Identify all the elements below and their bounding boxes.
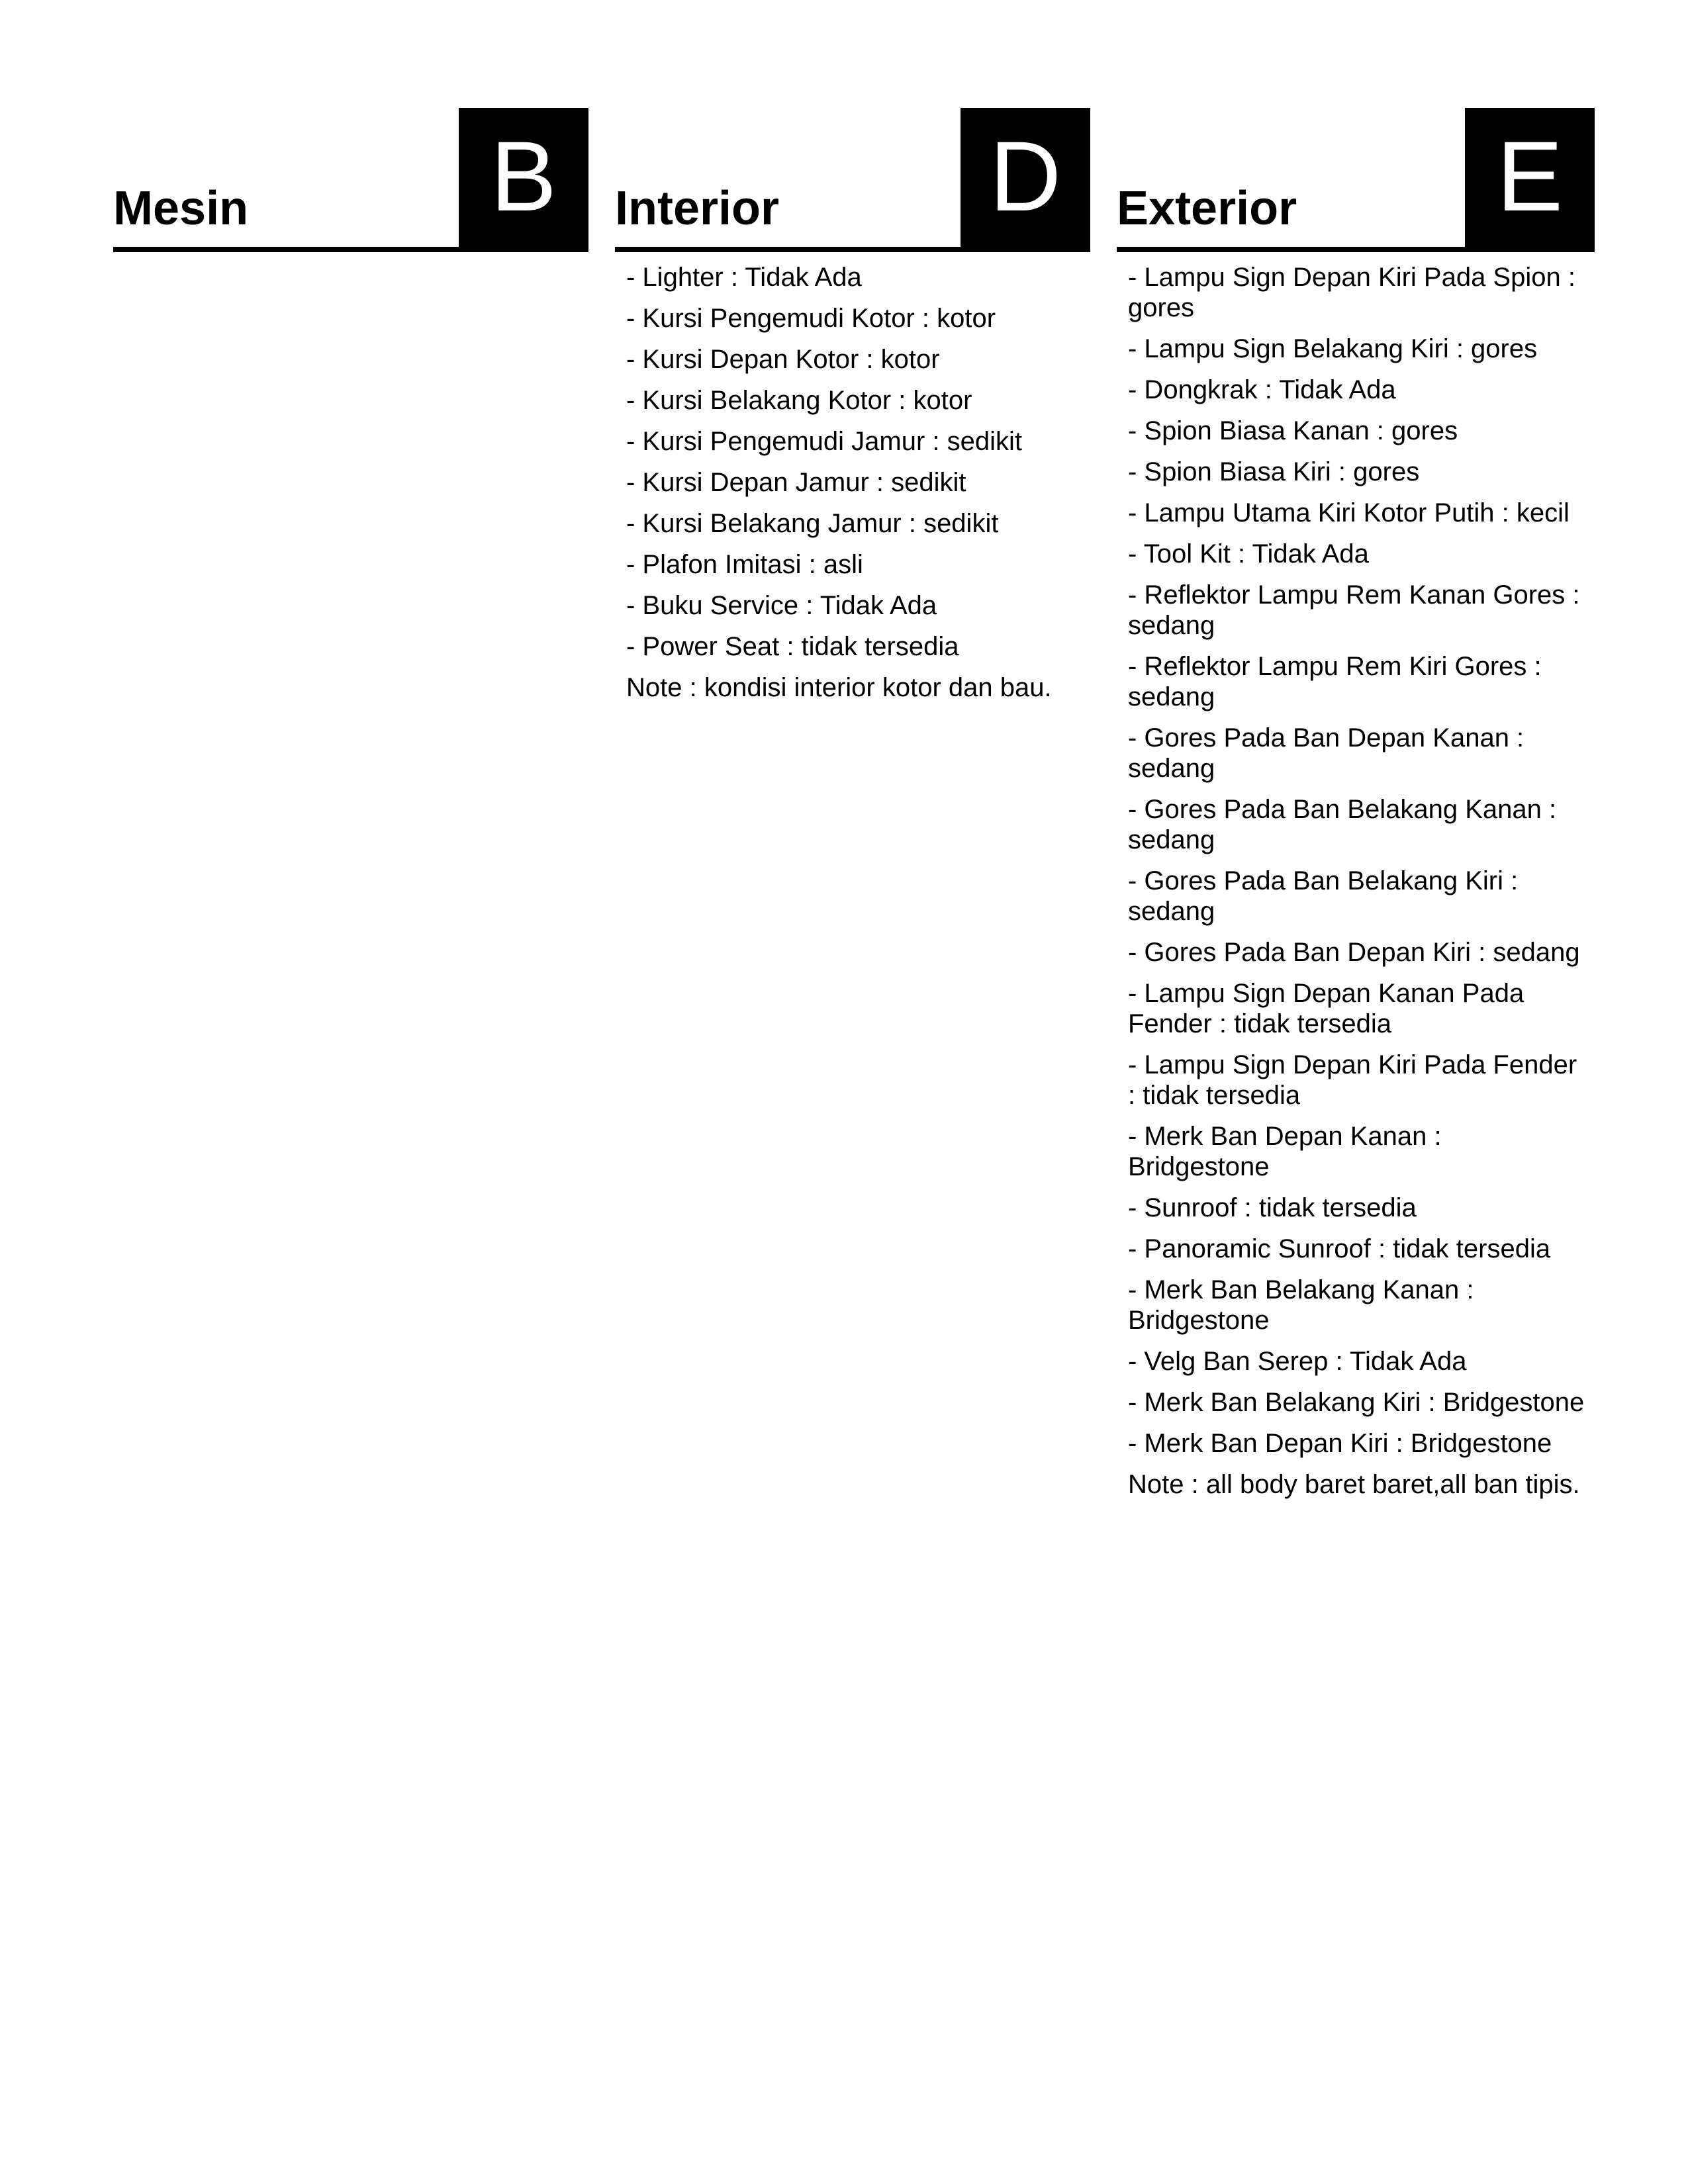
list-item: - Kursi Pengemudi Kotor : kotor (626, 304, 996, 333)
list-item: - Kursi Depan Jamur : sedikit (626, 468, 966, 497)
section-title-interior: Interior (615, 182, 780, 235)
list-item: - Kursi Belakang Jamur : sedikit (626, 509, 999, 538)
section-header-mesin (113, 108, 588, 252)
list-item: - Spion Biasa Kiri : gores (1128, 457, 1420, 486)
item-list-interior (615, 262, 1090, 662)
section-header-exterior (1117, 108, 1595, 252)
list-item: - Lampu Sign Depan Kiri Pada Fender : tidak tersedia (1128, 1050, 1577, 1110)
list-item: - Sunroof : tidak tersedia (1128, 1193, 1417, 1222)
list-item: - Power Seat : tidak tersedia (626, 632, 959, 661)
list-item: - Merk Ban Depan Kiri : Bridgestone (1128, 1429, 1552, 1458)
section-letter-badge-mesin: B (459, 108, 588, 247)
list-item: - Buku Service : Tidak Ada (626, 591, 937, 620)
section-title-exterior: Exterior (1117, 182, 1297, 235)
section-header-interior (615, 108, 1090, 252)
list-item: - Merk Ban Belakang Kanan : Bridgestone (1128, 1275, 1474, 1335)
section-mesin (113, 108, 588, 262)
list-item: - Reflektor Lampu Rem Kiri Gores : sedang (1128, 652, 1542, 711)
note-exterior: Note : all body baret baret,all ban tipis. (1128, 1470, 1580, 1499)
list-item: - Panoramic Sunroof : tidak tersedia (1128, 1234, 1551, 1263)
section-interior (615, 108, 1090, 703)
list-item: - Gores Pada Ban Depan Kanan : sedang (1128, 723, 1524, 783)
list-item: - Lampu Sign Depan Kanan Pada Fender : tidak tersedia (1128, 979, 1524, 1038)
list-item: - Plafon Imitasi : asli (626, 550, 863, 579)
list-item: - Dongkrak : Tidak Ada (1128, 375, 1396, 404)
item-list-exterior (1117, 262, 1592, 1459)
list-item: - Kursi Belakang Kotor : kotor (626, 386, 972, 415)
list-item: - Lampu Sign Depan Kiri Pada Spion : gores (1128, 263, 1575, 322)
note-interior: Note : kondisi interior kotor dan bau. (626, 673, 1052, 702)
list-item: - Merk Ban Depan Kanan : Bridgestone (1128, 1122, 1442, 1181)
list-item: - Reflektor Lampu Rem Kanan Gores : sedang (1128, 580, 1580, 640)
section-letter-badge-interior: D (961, 108, 1090, 247)
list-item: - Lampu Sign Belakang Kiri : gores (1128, 334, 1538, 363)
list-item: - Lampu Utama Kiri Kotor Putih : kecil (1128, 498, 1570, 527)
list-item: - Spion Biasa Kanan : gores (1128, 416, 1458, 445)
list-item: - Gores Pada Ban Belakang Kiri : sedang (1128, 866, 1519, 926)
list-item: - Lighter : Tidak Ada (626, 263, 862, 292)
list-item: - Gores Pada Ban Belakang Kanan : sedang (1128, 795, 1557, 854)
list-item: - Merk Ban Belakang Kiri : Bridgestone (1128, 1388, 1585, 1417)
list-item: - Velg Ban Serep : Tidak Ada (1128, 1347, 1467, 1376)
section-title-mesin: Mesin (113, 182, 249, 235)
list-item: - Kursi Pengemudi Jamur : sedikit (626, 427, 1023, 456)
list-item: - Gores Pada Ban Depan Kiri : sedang (1128, 938, 1580, 967)
section-letter-badge-exterior: E (1465, 108, 1595, 247)
list-item: - Kursi Depan Kotor : kotor (626, 345, 940, 374)
list-item: - Tool Kit : Tidak Ada (1128, 539, 1369, 569)
section-exterior (1117, 108, 1592, 1500)
